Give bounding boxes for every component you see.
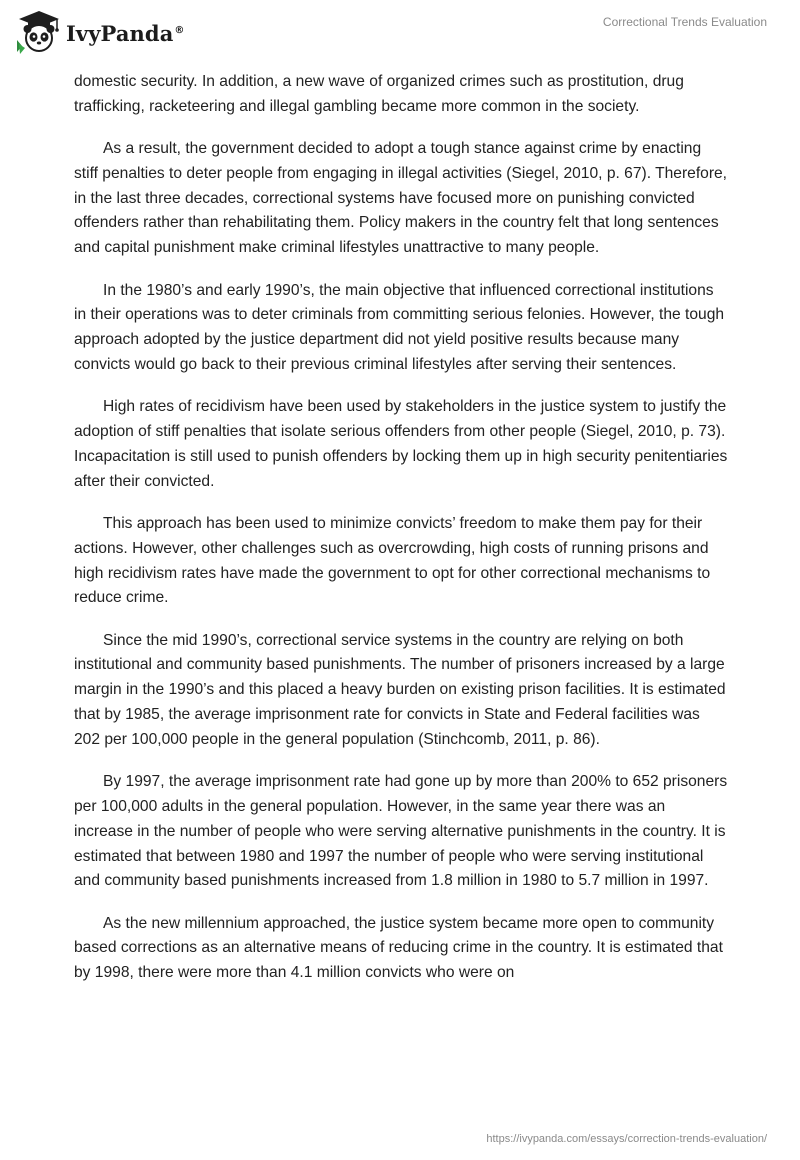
- paragraph: domestic security. In addition, a new wave of organized crimes such as prostitution, drug trafficking, racketeering and illegal gambling became more common in the society.: [74, 73, 684, 115]
- paragraph: High rates of recidivism have been used by stakeholders in the justice system to justify the adoption of stiff penalties that isolate serious offenders from other people (Siegel, 2010, p. 73). Incapacitation is still used to punish offenders by locking them up in high security penitentiaries after their convicted.: [74, 398, 728, 490]
- brand-name: IvyPanda®: [66, 20, 185, 46]
- essay-body: [74, 70, 728, 1004]
- brand-logo[interactable]: [14, 10, 185, 54]
- paragraph: As the new millennium approached, the justice system became more open to community based corrections as an alternative means of reducing crime in the country. It is estimated that by 1998, there were more than 4.1 million convicts who were on: [74, 914, 723, 982]
- page-header: [0, 0, 800, 60]
- paragraph: This approach has been used to minimize convicts’ freedom to make them pay for their actions. However, other challenges such as overcrowding, high costs of running prisons and high recidivism rates have made the government to opt for other correctional mechanisms to reduce crime.: [74, 514, 711, 607]
- paragraph: As a result, the government decided to adopt a tough stance against crime by enacting stiff penalties to deter people from engaging in illegal activities (Siegel, 2010, p. 67). Therefore, in the last three decades, correctional systems have focused more on punishing convicted offenders rather than rehabilitating them. Policy makers in the country felt that long sentences and capital punishment make criminal lifestyles unattractive to many people.: [74, 140, 728, 257]
- paragraph: Since the mid 1990’s, correctional service systems in the country are relying on both institutional and community based punishments. The number of prisoners increased by a large margin in the 1990’s and this placed a heavy burden on existing prison facilities. It is estimated that by 1985, the average imprisonment rate for convicts in State and Federal facilities was 202 per 100,000 people in the general population (Stinchcomb, 2011, p. 86).: [74, 631, 726, 748]
- document-title: Correctional Trends Evaluation: [602, 15, 767, 29]
- panda-graduate-icon: [14, 10, 64, 54]
- paragraph: In the 1980’s and early 1990’s, the main objective that influenced correctional institutions in their operations was to deter criminals from committing serious felonies. However, the tough approach adopted by the justice department did not yield positive results because many convicts would go back to their previous criminal lifestyles after serving their sentences.: [74, 281, 725, 373]
- registered-mark: ®: [174, 24, 185, 36]
- paragraph: By 1997, the average imprisonment rate had gone up by more than 200% to 652 prisoners per 100,000 adults in the general population. However, in the same year there was an increase in the number of people who were serving alternative punishments in the country. It is estimated that between 1980 and 1997 the number of people who were serving institutional and community based punishments increased from 1.8 million in 1980 to 5.7 million in 1997.: [74, 773, 728, 890]
- source-url[interactable]: https://ivypanda.com/essays/correction-trends-evaluation/: [486, 1133, 767, 1145]
